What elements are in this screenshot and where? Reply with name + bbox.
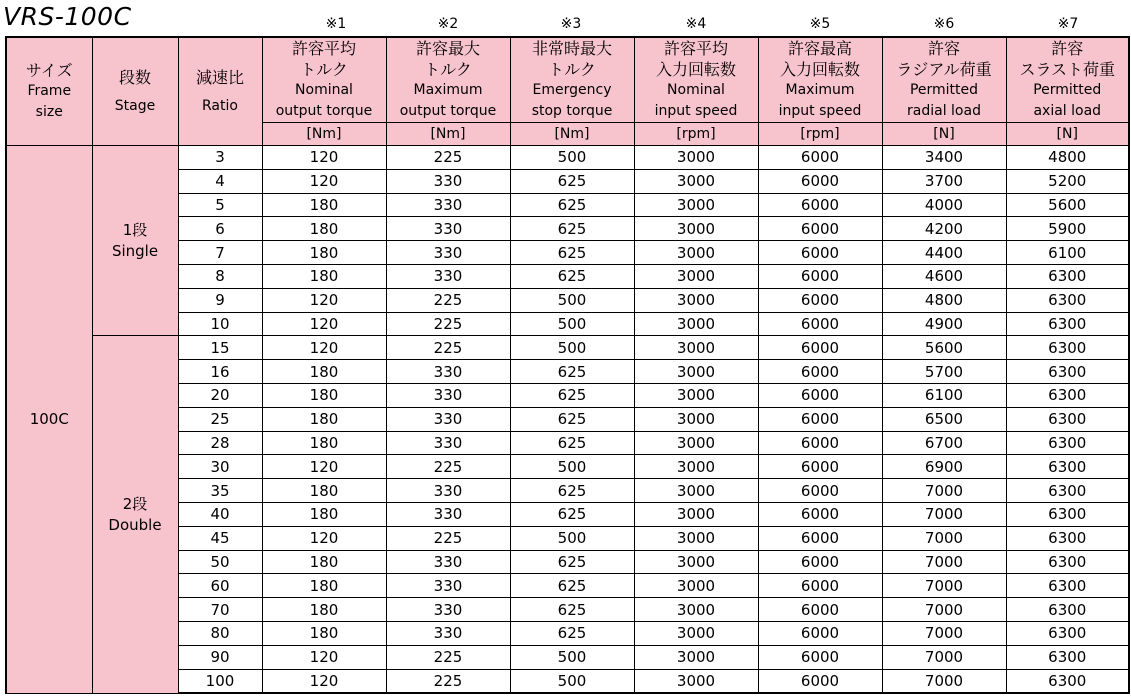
value-cell: 3000 xyxy=(634,217,758,241)
header-maximum-output-torque: 許容最大 トルク Maximum output torque xyxy=(386,37,510,123)
value-cell: 6000 xyxy=(758,336,882,360)
header-nominal-input-speed: 許容平均 入力回転数 Nominal input speed xyxy=(634,37,758,123)
value-cell: 180 xyxy=(262,217,386,241)
table-row xyxy=(6,146,1129,170)
value-cell: 6300 xyxy=(1006,383,1129,407)
value-cell: 3700 xyxy=(882,169,1006,193)
value-cell: 625 xyxy=(510,574,634,598)
value-cell: 6300 xyxy=(1006,550,1129,574)
value-cell: 6300 xyxy=(1006,431,1129,455)
ratio-cell: 25 xyxy=(178,407,262,431)
value-cell: 6300 xyxy=(1006,574,1129,598)
value-cell: 225 xyxy=(386,455,510,479)
value-cell: 225 xyxy=(386,312,510,336)
value-cell: 6000 xyxy=(758,217,882,241)
value-cell: 6300 xyxy=(1006,598,1129,622)
unit-label: [Nm] xyxy=(510,123,634,146)
value-cell: 225 xyxy=(386,336,510,360)
value-cell: 3000 xyxy=(634,479,758,503)
value-cell: 180 xyxy=(262,193,386,217)
value-cell: 500 xyxy=(510,146,634,170)
value-cell: 330 xyxy=(386,598,510,622)
value-cell: 3000 xyxy=(634,407,758,431)
value-cell: 6300 xyxy=(1006,526,1129,550)
value-cell: 3000 xyxy=(634,146,758,170)
value-cell: 225 xyxy=(386,645,510,669)
ratio-cell: 70 xyxy=(178,598,262,622)
value-cell: 6000 xyxy=(758,645,882,669)
value-cell: 500 xyxy=(510,336,634,360)
value-cell: 3000 xyxy=(634,264,758,288)
ratio-cell: 90 xyxy=(178,645,262,669)
value-cell: 3000 xyxy=(634,455,758,479)
value-cell: 6100 xyxy=(1006,241,1129,265)
value-cell: 7000 xyxy=(882,645,1006,669)
footnote-marker: ※2 xyxy=(437,16,459,32)
stage-label-jp: 1段 xyxy=(122,220,148,239)
value-cell: 6000 xyxy=(758,288,882,312)
value-cell: 330 xyxy=(386,241,510,265)
value-cell: 4400 xyxy=(882,241,1006,265)
value-cell: 6000 xyxy=(758,598,882,622)
header-stage: 段数 Stage xyxy=(92,37,178,146)
value-cell: 5600 xyxy=(882,336,1006,360)
value-cell: 7000 xyxy=(882,526,1006,550)
value-cell: 500 xyxy=(510,312,634,336)
value-cell: 6000 xyxy=(758,526,882,550)
value-cell: 3000 xyxy=(634,645,758,669)
value-cell: 6700 xyxy=(882,431,1006,455)
value-cell: 180 xyxy=(262,550,386,574)
value-cell: 5900 xyxy=(1006,217,1129,241)
value-cell: 180 xyxy=(262,621,386,645)
value-cell: 3000 xyxy=(634,431,758,455)
value-cell: 3000 xyxy=(634,669,758,693)
value-cell: 500 xyxy=(510,645,634,669)
value-cell: 330 xyxy=(386,264,510,288)
value-cell: 3000 xyxy=(634,360,758,384)
value-cell: 7000 xyxy=(882,574,1006,598)
value-cell: 625 xyxy=(510,550,634,574)
value-cell: 225 xyxy=(386,146,510,170)
value-cell: 3000 xyxy=(634,336,758,360)
value-cell: 120 xyxy=(262,669,386,693)
stage-label-en: Double xyxy=(108,515,162,534)
value-cell: 180 xyxy=(262,407,386,431)
value-cell: 180 xyxy=(262,264,386,288)
value-cell: 4000 xyxy=(882,193,1006,217)
value-cell: 625 xyxy=(510,407,634,431)
value-cell: 3000 xyxy=(634,526,758,550)
header-permitted-radial-load: 許容 ラジアル荷重 Permitted radial load xyxy=(882,37,1006,123)
value-cell: 625 xyxy=(510,621,634,645)
table-row xyxy=(6,336,1129,360)
value-cell: 330 xyxy=(386,621,510,645)
footnote-marker: ※3 xyxy=(560,16,582,32)
footnote-marker: ※5 xyxy=(809,16,831,32)
ratio-cell: 28 xyxy=(178,431,262,455)
value-cell: 6300 xyxy=(1006,645,1129,669)
stage-cell xyxy=(92,146,178,336)
stage-cell xyxy=(92,336,178,693)
header-nominal-output-torque: 許容平均 トルク Nominal output torque xyxy=(262,37,386,123)
value-cell: 6000 xyxy=(758,621,882,645)
value-cell: 4600 xyxy=(882,264,1006,288)
value-cell: 180 xyxy=(262,241,386,265)
value-cell: 330 xyxy=(386,502,510,526)
value-cell: 225 xyxy=(386,526,510,550)
value-cell: 7000 xyxy=(882,621,1006,645)
value-cell: 120 xyxy=(262,169,386,193)
value-cell: 6300 xyxy=(1006,336,1129,360)
value-cell: 6000 xyxy=(758,264,882,288)
value-cell: 6000 xyxy=(758,312,882,336)
value-cell: 625 xyxy=(510,264,634,288)
value-cell: 7000 xyxy=(882,669,1006,693)
value-cell: 6300 xyxy=(1006,669,1129,693)
value-cell: 6300 xyxy=(1006,621,1129,645)
footnote-marker: ※1 xyxy=(325,16,347,32)
value-cell: 625 xyxy=(510,241,634,265)
table-body xyxy=(6,146,1129,694)
value-cell: 225 xyxy=(386,669,510,693)
value-cell: 4900 xyxy=(882,312,1006,336)
value-cell: 4800 xyxy=(882,288,1006,312)
value-cell: 6300 xyxy=(1006,264,1129,288)
header-permitted-axial-load: 許容 スラスト荷重 Permitted axial load xyxy=(1006,37,1129,123)
value-cell: 180 xyxy=(262,598,386,622)
value-cell: 330 xyxy=(386,574,510,598)
value-cell: 500 xyxy=(510,669,634,693)
ratio-cell: 50 xyxy=(178,550,262,574)
stage-label-en: Single xyxy=(111,241,159,260)
value-cell: 3000 xyxy=(634,574,758,598)
value-cell: 120 xyxy=(262,312,386,336)
value-cell: 500 xyxy=(510,455,634,479)
ratio-cell: 3 xyxy=(178,146,262,170)
value-cell: 500 xyxy=(510,288,634,312)
value-cell: 3000 xyxy=(634,312,758,336)
value-cell: 120 xyxy=(262,146,386,170)
value-cell: 6000 xyxy=(758,479,882,503)
value-cell: 3000 xyxy=(634,288,758,312)
value-cell: 6000 xyxy=(758,383,882,407)
value-cell: 120 xyxy=(262,288,386,312)
value-cell: 180 xyxy=(262,360,386,384)
value-cell: 6300 xyxy=(1006,360,1129,384)
footnote-markers xyxy=(0,15,1131,35)
value-cell: 3400 xyxy=(882,146,1006,170)
value-cell: 6300 xyxy=(1006,479,1129,503)
value-cell: 120 xyxy=(262,645,386,669)
value-cell: 180 xyxy=(262,574,386,598)
value-cell: 6000 xyxy=(758,431,882,455)
value-cell: 3000 xyxy=(634,169,758,193)
value-cell: 6300 xyxy=(1006,455,1129,479)
value-cell: 180 xyxy=(262,479,386,503)
value-cell: 6000 xyxy=(758,169,882,193)
ratio-cell: 8 xyxy=(178,264,262,288)
value-cell: 330 xyxy=(386,360,510,384)
value-cell: 6000 xyxy=(758,455,882,479)
value-cell: 3000 xyxy=(634,193,758,217)
value-cell: 6000 xyxy=(758,669,882,693)
value-cell: 330 xyxy=(386,169,510,193)
value-cell: 625 xyxy=(510,383,634,407)
value-cell: 120 xyxy=(262,455,386,479)
ratio-cell: 60 xyxy=(178,574,262,598)
unit-label: [rpm] xyxy=(634,123,758,146)
value-cell: 7000 xyxy=(882,479,1006,503)
value-cell: 5700 xyxy=(882,360,1006,384)
value-cell: 6300 xyxy=(1006,312,1129,336)
spec-table xyxy=(5,36,1130,694)
ratio-cell: 10 xyxy=(178,312,262,336)
stage-label-jp: 2段 xyxy=(122,494,148,513)
value-cell: 330 xyxy=(386,193,510,217)
value-cell: 6000 xyxy=(758,550,882,574)
value-cell: 6000 xyxy=(758,502,882,526)
value-cell: 7000 xyxy=(882,502,1006,526)
value-cell: 3000 xyxy=(634,598,758,622)
ratio-cell: 16 xyxy=(178,360,262,384)
value-cell: 330 xyxy=(386,217,510,241)
value-cell: 120 xyxy=(262,336,386,360)
footnote-marker: ※7 xyxy=(1057,16,1079,32)
header-maximum-input-speed: 許容最高 入力回転数 Maximum input speed xyxy=(758,37,882,123)
ratio-cell: 7 xyxy=(178,241,262,265)
header-emergency-stop-torque: 非常時最大 トルク Emergency stop torque xyxy=(510,37,634,123)
unit-label: [Nm] xyxy=(262,123,386,146)
value-cell: 625 xyxy=(510,193,634,217)
value-cell: 120 xyxy=(262,526,386,550)
value-cell: 7000 xyxy=(882,598,1006,622)
value-cell: 6000 xyxy=(758,193,882,217)
value-cell: 6000 xyxy=(758,146,882,170)
value-cell: 625 xyxy=(510,169,634,193)
unit-label: [rpm] xyxy=(758,123,882,146)
value-cell: 5200 xyxy=(1006,169,1129,193)
value-cell: 4200 xyxy=(882,217,1006,241)
footnote-marker: ※4 xyxy=(685,16,707,32)
value-cell: 625 xyxy=(510,479,634,503)
value-cell: 330 xyxy=(386,431,510,455)
document-title: VRS-100C xyxy=(3,2,132,31)
ratio-cell: 15 xyxy=(178,336,262,360)
value-cell: 625 xyxy=(510,431,634,455)
value-cell: 225 xyxy=(386,288,510,312)
value-cell: 180 xyxy=(262,502,386,526)
value-cell: 6900 xyxy=(882,455,1006,479)
value-cell: 625 xyxy=(510,360,634,384)
value-cell: 6300 xyxy=(1006,407,1129,431)
value-cell: 330 xyxy=(386,479,510,503)
value-cell: 180 xyxy=(262,431,386,455)
value-cell: 180 xyxy=(262,383,386,407)
value-cell: 625 xyxy=(510,217,634,241)
ratio-cell: 9 xyxy=(178,288,262,312)
value-cell: 500 xyxy=(510,526,634,550)
ratio-cell: 45 xyxy=(178,526,262,550)
value-cell: 6000 xyxy=(758,407,882,431)
ratio-cell: 30 xyxy=(178,455,262,479)
footnote-marker: ※6 xyxy=(933,16,955,32)
value-cell: 6000 xyxy=(758,574,882,598)
value-cell: 6000 xyxy=(758,241,882,265)
value-cell: 6000 xyxy=(758,360,882,384)
value-cell: 6100 xyxy=(882,383,1006,407)
ratio-cell: 5 xyxy=(178,193,262,217)
value-cell: 6300 xyxy=(1006,502,1129,526)
frame-size-cell: 100C xyxy=(6,146,92,694)
value-cell: 3000 xyxy=(634,550,758,574)
header-ratio: 減速比 Ratio xyxy=(178,37,262,146)
unit-label: [N] xyxy=(882,123,1006,146)
ratio-cell: 4 xyxy=(178,169,262,193)
value-cell: 330 xyxy=(386,550,510,574)
unit-label: [N] xyxy=(1006,123,1129,146)
value-cell: 4800 xyxy=(1006,146,1129,170)
value-cell: 3000 xyxy=(634,241,758,265)
ratio-cell: 20 xyxy=(178,383,262,407)
value-cell: 3000 xyxy=(634,502,758,526)
value-cell: 6300 xyxy=(1006,288,1129,312)
value-cell: 6500 xyxy=(882,407,1006,431)
ratio-cell: 100 xyxy=(178,669,262,693)
value-cell: 5600 xyxy=(1006,193,1129,217)
value-cell: 3000 xyxy=(634,621,758,645)
value-cell: 625 xyxy=(510,502,634,526)
ratio-cell: 35 xyxy=(178,479,262,503)
value-cell: 330 xyxy=(386,407,510,431)
header-frame-size: サイズ Frame size xyxy=(6,37,92,146)
value-cell: 7000 xyxy=(882,550,1006,574)
value-cell: 625 xyxy=(510,598,634,622)
ratio-cell: 80 xyxy=(178,621,262,645)
value-cell: 3000 xyxy=(634,383,758,407)
ratio-cell: 40 xyxy=(178,502,262,526)
ratio-cell: 6 xyxy=(178,217,262,241)
value-cell: 330 xyxy=(386,383,510,407)
unit-label: [Nm] xyxy=(386,123,510,146)
